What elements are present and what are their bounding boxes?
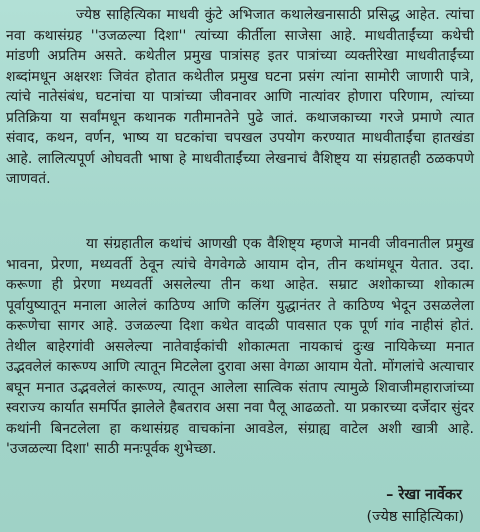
blurb-paragraph-2: या संग्रहातील कथांचं आणखी एक वैशिष्ट्य म्हणजे मानवी जीवनातील प्रमुख भावना, प्रेरणा, मध्यवर्ती ठेवून त्यांचे वेगवेगळे आयाम दोन, तीन कथांमधून येतात. उदा. करूणा ही प्रेरणा मध्यवर्ती असलेल्या तीन कथा आहेत. सम्राट अशोकाच्या शोकात्म पूर्वायुष्यातून मनाला आलेलं काठिण्य आणि कलिंग युद्धानंतर ते काठिण्य भेदून उसळलेला करूणेचा सागर आहे. उजळल्या दिशा कथेत वादळी पावसात एक पूर्ण गांव नाहीसं होतं. तेथील बाहेरगांवी असलेल्या नातेवाईकांची शोकात्मता नायकाचं दुःख नायिकेच्या मनात उद्भवलेलं कारूण्य आणि त्यातून मिटलेला दुरावा असा वेगळा आयाम येतो. मोंगलांचे अत्याचार बघून मनात उद्भवलेलं कारूण्य, त्यातून आलेला सात्विक संताप त्यामुळे शिवाजीमहाराजांच्या स्वराज्य कार्यात समर्पित झालेले हैबतराव असा नवा पैलू आढळतो. या प्रकारच्या दर्जेदार सुंदर कथांनी बिनटलेला हा कथासंग्रह वाचकांना आवडेल, संग्राह्य वाटेल अशी खात्री आहे. 'उजळल्या दिशा' साठी मनःपूर्वक शुभेच्छा. <box>6 236 474 457</box>
signature-role: (ज्येष्ठ साहित्यिका) <box>366 509 464 525</box>
signature-name: – रेखा नार्वेकर <box>386 487 462 503</box>
blurb-paragraph-1: ज्येष्ठ साहित्यिका माधवी कुंटे अभिजात कथालेखनासाठी प्रसिद्ध आहेत. त्यांचा नवा कथासंग्रह ''उजळल्या दिशा'' त्यांच्या कीर्तीला साजेसा आहे. माधवीताईंच्या कथेची मांडणी अप्रतिम असते. कथेतील प्रमुख पात्रांसह इतर पात्रांच्या व्यक्तीरेखा माधवीताईंच्या शब्दांमधून अक्षरशः जिवंत होतात कथेतील प्रमुख घटना प्रसंग त्यांना सामोरी जाणारी पात्रे, त्यांचे नातेसंबंध, घटनांचा या पात्रांच्या जीवनावर आणि नात्यांवर होणारा परिणाम, त्यांच्या प्रतिक्रिया या सर्वांमधून कथानक गतीमानतेने पुढे जातं. कथाजकाच्या गरजे प्रमाणे त्यात संवाद, कथन, वर्णन, भाष्य या घटकांचा चपखल उपयोग करण्यात माधवीताईंचा हातखंडा आहे. लालित्यपूर्ण ओघवती भाषा हे माधवीताईंच्या लेखनाचं वैशिष्ट्य या संग्रहातही ठळकपणे जाणवतं. <box>6 7 474 187</box>
